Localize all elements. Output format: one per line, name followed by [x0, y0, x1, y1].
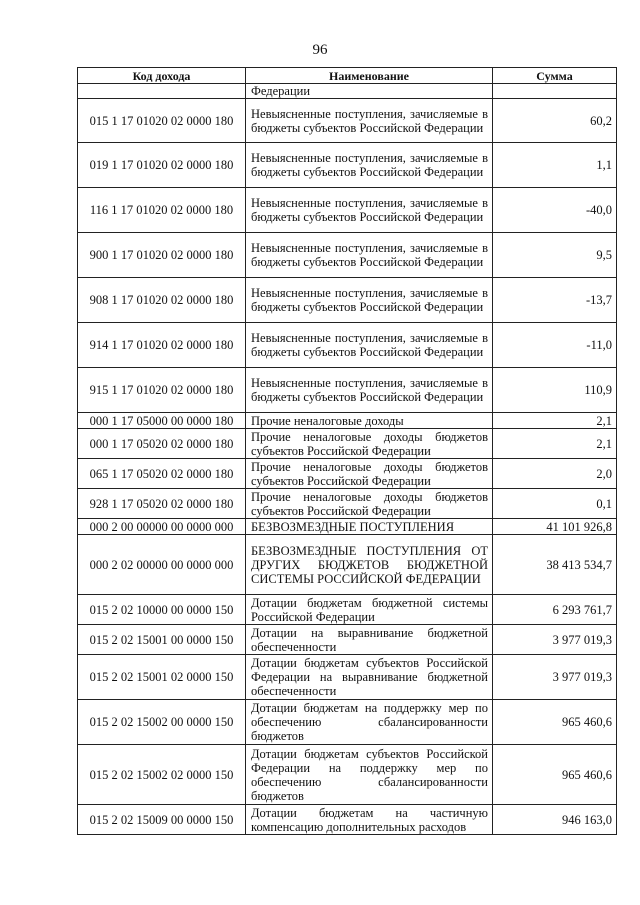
table-row [78, 278, 617, 323]
name-cell: Прочие неналоговые доходы [246, 413, 493, 429]
table-row [78, 595, 617, 625]
sum-cell: 965 460,6 [493, 700, 617, 745]
table-row [78, 655, 617, 700]
table-header [78, 68, 617, 84]
table-row [78, 535, 617, 595]
table-row [78, 700, 617, 745]
table-row [78, 368, 617, 413]
table-row [78, 459, 617, 489]
continuation-name-cell: Федерации [246, 84, 493, 99]
sum-cell: 9,5 [493, 233, 617, 278]
sum-cell: 2,0 [493, 459, 617, 489]
code-cell: 000 1 17 05020 02 0000 180 [78, 429, 246, 459]
sum-cell: -13,7 [493, 278, 617, 323]
sum-cell: -40,0 [493, 188, 617, 233]
name-cell: Невыясненные поступления, зачисляемые в бюджеты субъектов Российской Федерации [246, 99, 493, 143]
sum-cell: 965 460,6 [493, 745, 617, 805]
code-cell: 019 1 17 01020 02 0000 180 [78, 143, 246, 188]
revenue-table [77, 67, 617, 835]
sum-cell: 110,9 [493, 368, 617, 413]
code-cell: 065 1 17 05020 02 0000 180 [78, 459, 246, 489]
table-row [78, 745, 617, 805]
table-row [78, 323, 617, 368]
code-cell: 015 2 02 15001 02 0000 150 [78, 655, 246, 700]
code-cell: 914 1 17 01020 02 0000 180 [78, 323, 246, 368]
page-number: 96 [312, 42, 328, 58]
code-cell: 915 1 17 01020 02 0000 180 [78, 368, 246, 413]
sum-cell: 38 413 534,7 [493, 535, 617, 595]
header-row [78, 68, 617, 84]
continuation-code-cell [78, 84, 246, 99]
code-cell: 116 1 17 01020 02 0000 180 [78, 188, 246, 233]
sum-cell: -11,0 [493, 323, 617, 368]
name-cell: Дотации бюджетам субъектов Российской Федерации на поддержку мер по обеспечению сбалансированности бюджетов [246, 745, 493, 805]
continuation-row [78, 84, 617, 99]
sum-cell: 0,1 [493, 489, 617, 519]
name-cell: БЕЗВОЗМЕЗДНЫЕ ПОСТУПЛЕНИЯ ОТ ДРУГИХ БЮДЖЕТОВ БЮДЖЕТНОЙ СИСТЕМЫ РОССИЙСКОЙ ФЕДЕРАЦИИ [246, 535, 493, 595]
code-cell: 000 1 17 05000 00 0000 180 [78, 413, 246, 429]
name-cell: Невыясненные поступления, зачисляемые в бюджеты субъектов Российской Федерации [246, 143, 493, 188]
header-code: Код дохода [78, 68, 246, 84]
table-row [78, 625, 617, 655]
sum-cell: 6 293 761,7 [493, 595, 617, 625]
table-row [78, 99, 617, 143]
table-row [78, 519, 617, 535]
sum-cell: 1,1 [493, 143, 617, 188]
code-cell: 015 2 02 15009 00 0000 150 [78, 805, 246, 835]
name-cell: Невыясненные поступления, зачисляемые в бюджеты субъектов Российской Федерации [246, 278, 493, 323]
name-cell: Невыясненные поступления, зачисляемые в бюджеты субъектов Российской Федерации [246, 188, 493, 233]
table-row [78, 143, 617, 188]
name-cell: Дотации на выравнивание бюджетной обеспеченности [246, 625, 493, 655]
name-cell: Дотации бюджетам бюджетной системы Российской Федерации [246, 595, 493, 625]
code-cell: 000 2 02 00000 00 0000 000 [78, 535, 246, 595]
sum-cell: 3 977 019,3 [493, 655, 617, 700]
name-cell: Прочие неналоговые доходы бюджетов субъектов Российской Федерации [246, 429, 493, 459]
code-cell: 900 1 17 01020 02 0000 180 [78, 233, 246, 278]
sum-cell: 60,2 [493, 99, 617, 143]
name-cell: Невыясненные поступления, зачисляемые в бюджеты субъектов Российской Федерации [246, 323, 493, 368]
code-cell: 928 1 17 05020 02 0000 180 [78, 489, 246, 519]
code-cell: 015 2 02 15001 00 0000 150 [78, 625, 246, 655]
name-cell: Дотации бюджетам на поддержку мер по обеспечению сбалансированности бюджетов [246, 700, 493, 745]
code-cell: 015 2 02 15002 00 0000 150 [78, 700, 246, 745]
name-cell: Невыясненные поступления, зачисляемые в бюджеты субъектов Российской Федерации [246, 233, 493, 278]
code-cell: 015 2 02 15002 02 0000 150 [78, 745, 246, 805]
code-cell: 000 2 00 00000 00 0000 000 [78, 519, 246, 535]
code-cell: 015 2 02 10000 00 0000 150 [78, 595, 246, 625]
sum-cell: 41 101 926,8 [493, 519, 617, 535]
sum-cell: 946 163,0 [493, 805, 617, 835]
sum-cell: 3 977 019,3 [493, 625, 617, 655]
table-body [78, 84, 617, 835]
table-row [78, 188, 617, 233]
continuation-sum-cell [493, 84, 617, 99]
sum-cell: 2,1 [493, 413, 617, 429]
table-row [78, 429, 617, 459]
code-cell: 015 1 17 01020 02 0000 180 [78, 99, 246, 143]
name-cell: Дотации бюджетам на частичную компенсацию дополнительных расходов [246, 805, 493, 835]
name-cell: Дотации бюджетам субъектов Российской Федерации на выравнивание бюджетной обеспеченности [246, 655, 493, 700]
name-cell: Прочие неналоговые доходы бюджетов субъектов Российской Федерации [246, 459, 493, 489]
name-cell: Невыясненные поступления, зачисляемые в бюджеты субъектов Российской Федерации [246, 368, 493, 413]
code-cell: 908 1 17 01020 02 0000 180 [78, 278, 246, 323]
table-row [78, 489, 617, 519]
table-row [78, 413, 617, 429]
sum-cell: 2,1 [493, 429, 617, 459]
name-cell: БЕЗВОЗМЕЗДНЫЕ ПОСТУПЛЕНИЯ [246, 519, 493, 535]
name-cell: Прочие неналоговые доходы бюджетов субъектов Российской Федерации [246, 489, 493, 519]
header-name: Наименование [246, 68, 493, 84]
table-row [78, 233, 617, 278]
table-row [78, 805, 617, 835]
header-sum: Сумма [493, 68, 617, 84]
